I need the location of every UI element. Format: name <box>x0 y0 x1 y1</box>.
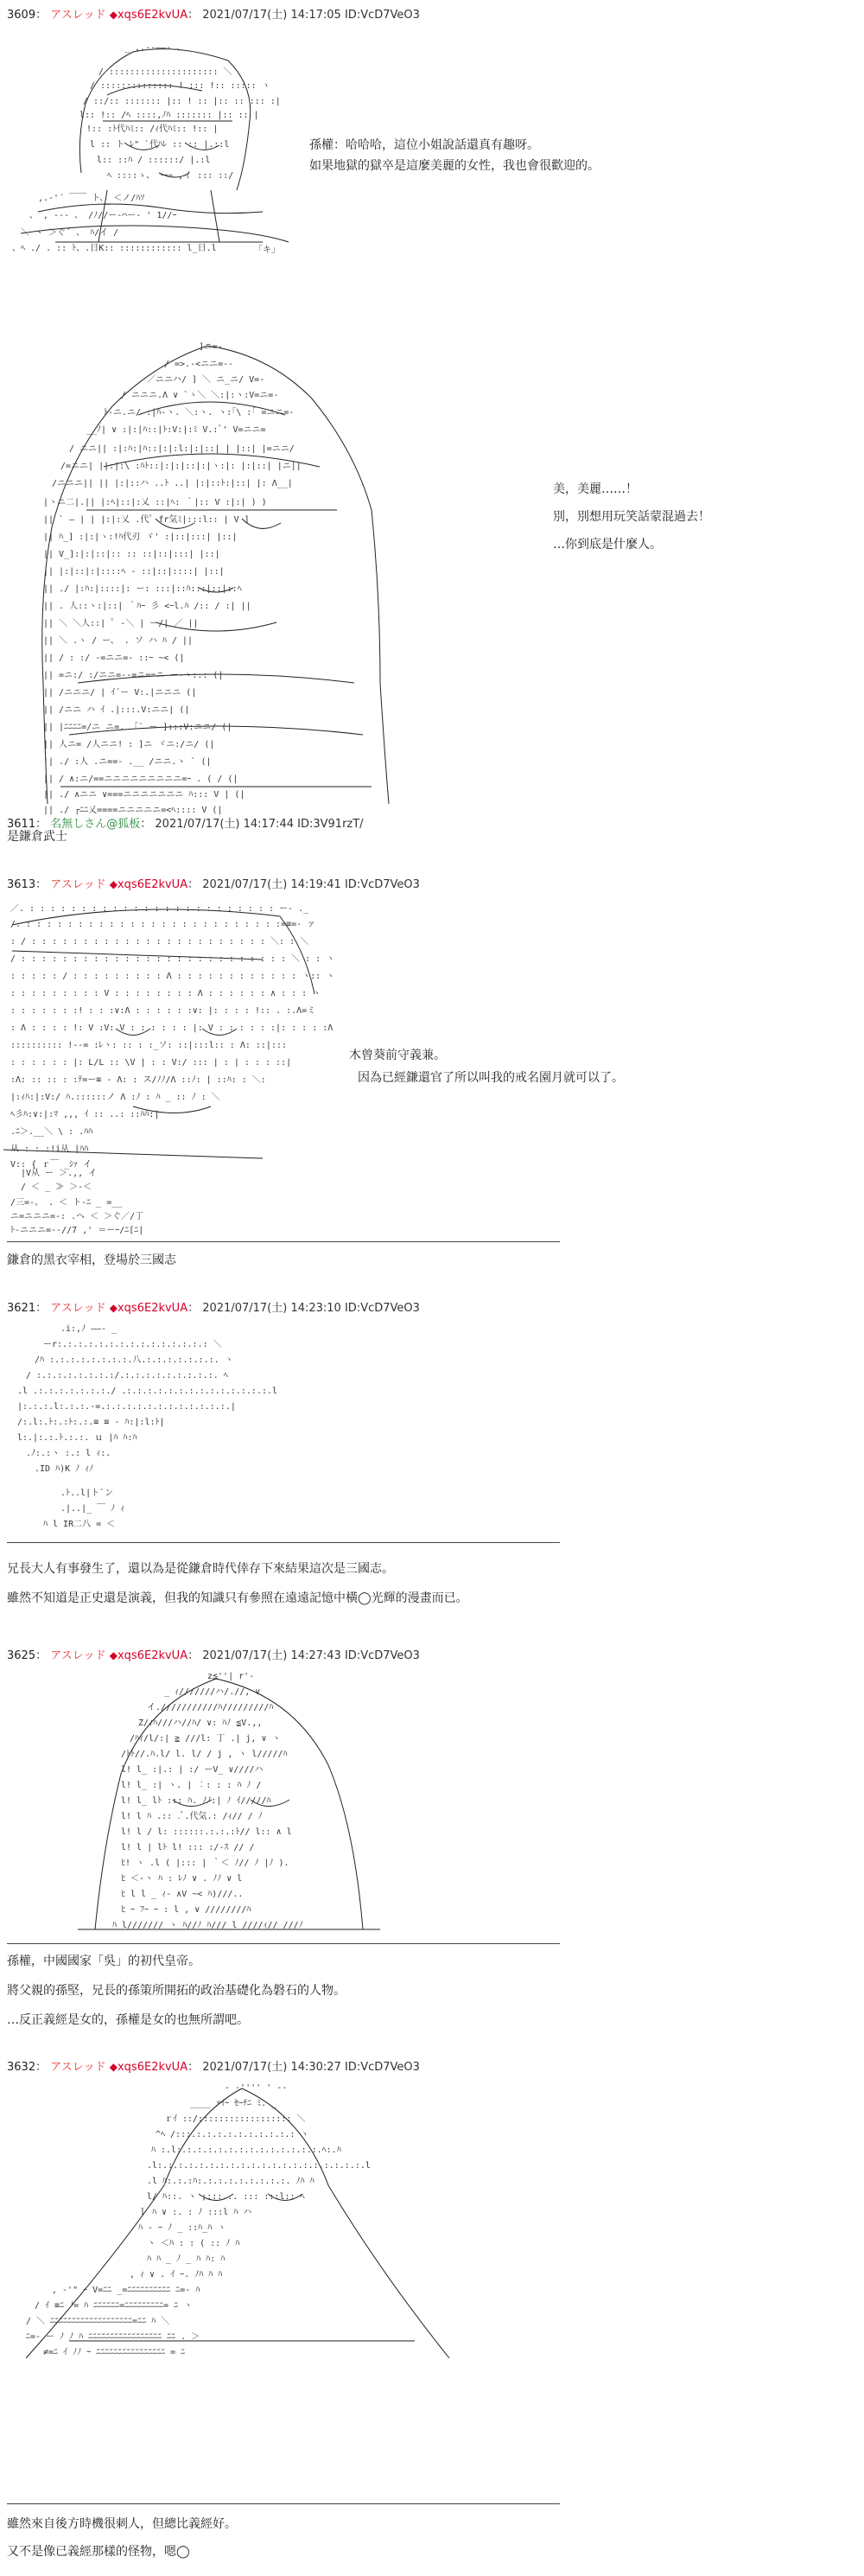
svg-text:: : : : : / : : : : : : : : :: : : : : : / : : : : : : : : : Λ : : : : : : : : : : : : ヽ:: ヽ <box>10 972 335 981</box>
svg-text:ﾊ l IR二八 = ＜: ﾊ l IR二八 = ＜ <box>43 1520 116 1529</box>
svg-text:|| /ニニニ/ | ｲ´ー V:.|ニ: || /ニニニ/ | ｲ´ー V:.|ニニニ (| <box>43 688 197 698</box>
message-line: 是鎌倉武士 <box>7 830 67 844</box>
ascii-art-hooded-woman <box>26 337 397 825</box>
post-message-woman <box>553 475 710 558</box>
tripcode: xqs6E2kvUA <box>117 1649 188 1662</box>
svg-text:l:: !:: /ﾍ ::::,ﾉﾊ ::::::: |::: l:: !:: /ﾍ ::::,ﾉﾊ ::::::: |:: :: | <box>79 111 259 120</box>
svg-text:ニ=ニニニ=-: .ヘ ＜ ＞ぐ／/丁: ニ=ニニニ=-: .ヘ ＜ ＞ぐ／/丁 <box>10 1212 144 1221</box>
svg-text:ﾍ ::::ゝ、 ーｰ ,イ ::: ::/: ﾍ ::::ゝ、 ーｰ ,イ ::: ::/ <box>107 171 234 181</box>
tripcode: xqs6E2kvUA <box>117 878 188 891</box>
svg-text:V:: { ｒ￣ _ｼｧ イ: V:: { ｒ￣ _ｼｧ イ <box>10 1160 92 1170</box>
svg-text:l! l_ :|.: | :/ ーV_ ∨////: l! l_ :|.: | :/ ーV_ ∨////ハ <box>121 1765 264 1775</box>
svg-text:／. : : : : : : : : : : : : : :: ／. : : : : : : : : : : : : : : : : : : : : : : : : ー- ._ <box>10 904 309 914</box>
svg-text:l/ ﾊ::. ヽ ;:::... ::: :::l::: l/ ﾊ::. ヽ ;:::... ::: :::l:: ﾍ <box>147 2192 305 2202</box>
svg-text:/. : : : : : : : : : : : : : :: /. : : : : : : : : : : : : : : : : : : : : : : : : :=≡=- ァ <box>10 920 316 929</box>
svg-text:/ =>.-<ニニ=--: / =>.-<ニニ=-- <box>164 360 234 369</box>
post-message-3613-after <box>7 1250 176 1271</box>
svg-text:|| /ニニ ハ ｲ .|:::.V:ニニ: || /ニニ ハ ｲ .|:::.V:ニニ| (| <box>43 705 190 715</box>
message-line: 因為已經鎌還官了所以叫我的戒名園月就可以了。 <box>358 1071 624 1085</box>
post-number: 3621 <box>7 1302 36 1315</box>
svg-text:ﾊ - ｰ ﾉ _ ::ﾊ_ﾊ ヽ: ﾊ - ｰ ﾉ _ ::ﾊ_ﾊ ヽ <box>138 2223 226 2233</box>
svg-text:、 , ‐-‐ 、 /ﾉ//ー‐⌒ー‐ ' 1//ｰ: 、 , ‐-‐ 、 /ﾉ//ー‐⌒ー‐ ' 1//ｰ <box>29 211 177 220</box>
post-message-3632 <box>7 2510 237 2566</box>
svg-text:|V从 ー ＞.,, イ: |V从 ー ＞.,, イ <box>21 1169 98 1178</box>
svg-text:/ニニニ|| || |:|::ハ ..ﾄ ..| |:|::: /ニニニ|| || |:|::ハ ..ﾄ ..| |:|::ﾄ:|::| |: Λ__| <box>52 479 293 488</box>
ascii-art-robed-figure <box>17 2082 449 2370</box>
svg-text::Λ: :: :: : :ﾃ=ー≡ - Λ: : ス/ﾉ: :Λ: :: :: : :ﾃ=ー≡ - Λ: : ス/ﾉﾉ/Λ ::ﾉ: | ::ﾊ: : ＼: <box>10 1075 266 1085</box>
svg-text:^ﾍ /:::.:.:.:.:.:.:.:.:.:.: ヽ: ^ﾍ /:::.:.:.:.:.:.:.:.:.:.: ヽ <box>156 2130 309 2139</box>
poster-id[interactable]: ID:VcD7VeO3 <box>344 9 420 22</box>
post-date: 2021/07/17(土) 14:17:44 <box>155 818 294 831</box>
svg-text:/ ::::::::::::::::::::: ＼: / ::::::::::::::::::::: ＼ <box>98 67 232 77</box>
trip-diamond-icon: ◆ <box>109 9 118 21</box>
svg-text:/三=-、 . ＜ ト-ﾆ _ =__: /三=-、 . ＜ ト-ﾆ _ =__ <box>10 1198 123 1208</box>
svg-text:z≦''| r'-: z≦''| r'- <box>207 1672 255 1681</box>
svg-text:l:.|:.:.ﾄ.:.:. ｕ |ﾊ ﾊ:ﾊ: l:.|:.:.ﾄ.:.:. ｕ |ﾊ ﾊ:ﾊ <box>17 1433 137 1443</box>
message-line: 孫權：哈哈哈，這位小姐說話還真有趣呀。 <box>309 138 539 152</box>
svg-text:ﾄ-ニニニ=--//7 ,' ＝ーｰ/ﾆ[ﾆ|: ﾄ-ニニニ=--//7 ,' ＝ーｰ/ﾆ[ﾆ| <box>10 1226 144 1235</box>
post-date: 2021/07/17(土) 14:27:43 <box>202 1649 341 1662</box>
svg-text:_ ｨ///////ハ/.//, ∨: _ ｨ///////ハ/.//, ∨ <box>164 1687 261 1697</box>
svg-text:|| |ﾆﾆﾆﾆ=/ニ ニ=. 「` ー ]:::V:: || |ﾆﾆﾆﾆ=/ニ ニ=. 「` ー ]:::V:ニニ/ (| <box>43 723 232 732</box>
separator-line <box>7 1943 560 1944</box>
message-line: …反正義經是女的，孫權是女的也無所謂吧。 <box>7 2013 249 2027</box>
svg-text:.ﾄ..l|ト`ン: .ﾄ..l|ト`ン <box>60 1489 114 1498</box>
svg-text:.i:,ﾉ ――- _: .i:,ﾉ ――- _ <box>60 1324 118 1334</box>
message-line: …你到底是什麼人。 <box>553 538 662 552</box>
svg-text:/=ニニ| ||:|:\ :ﾊﾄ::|:|:|::|:|ヽ:: /=ニニ| ||:|:\ :ﾊﾄ::|:|:|::|:|ヽ:|: |:|::| |ニ|| <box>60 462 302 471</box>
svg-text:|| ` ― | | |:|:乂 .代ﾟ fr気ﾐ|::: || ` ― | | |:|:乂 .代ﾟ fr気ﾐ|:::l:: | V ] <box>43 515 250 525</box>
poster-name[interactable]: アスレッド <box>50 1302 106 1315</box>
svg-text:|| ./ ┌ﾆﾆ乂====ニニニニニ=<ﾍ::::: || ./ ┌ﾆﾆ乂====ニニニニニ=<ﾍ:::: V (| <box>43 806 223 815</box>
ascii-art-figure <box>26 337 397 821</box>
ascii-art-figure <box>17 2082 449 2367</box>
svg-text:_ ,.-‐――- 、: _ ,.-‐――- 、 <box>124 43 186 53</box>
ascii-art-small-figure <box>9 1323 278 1490</box>
svg-text:/:.l:.ﾄ:.:ﾄ:.:.≡ ≡ - ﾊ:|:l:ﾄ|: /:.l:.ﾄ:.:ﾄ:.:.≡ ≡ - ﾊ:|:l:ﾄ| <box>17 1418 165 1427</box>
post-number: 3625 <box>7 1649 36 1662</box>
tripcode: xqs6E2kvUA <box>117 2061 188 2074</box>
svg-text:: : : : : : :! : : :∨:Λ : : :: : : : : : : :! : : :∨:Λ : : : : : :∨: |: : : : !:: . :.Λ=ミ <box>10 1006 316 1016</box>
svg-text:: Λ : : : : !: V :V: V : : : :: : Λ : : : : !: V :V: V : : : : : : |: V : : : : : :|: : : : :Λ <box>10 1023 334 1033</box>
poster-id[interactable]: ID:3V91rzT/ <box>297 818 364 831</box>
trip-diamond-icon: ◆ <box>109 1302 118 1314</box>
separator-line <box>7 1241 560 1242</box>
svg-text:イ.///////////ﾊ/////////ﾊ: イ.///////////ﾊ/////////ﾊ <box>147 1703 274 1712</box>
svg-text:|:ｨﾊ:|:V:/ ﾊ.::::::ノ Λ :ﾉ :: |:ｨﾊ:|:V:/ ﾊ.::::::ノ Λ :ﾉ : ﾊ _ :: ﾉ : ＼ <box>10 1093 220 1102</box>
svg-text:ﾋ ｰ ﾌｰ ｰ : l , ∨ //: ﾋ ｰ ﾌｰ ｰ : l , ∨ ////////ﾊ <box>121 1905 251 1915</box>
post-message-3621 <box>7 1554 468 1613</box>
ascii-art-enji <box>3 899 335 1179</box>
svg-text:/ ＜ _ ≫ ＞-＜: / ＜ _ ≫ ＞-＜ <box>21 1183 92 1192</box>
post-header-3611: 3611： 名無しさん@狐板： 2021/07/17(土) 14:17:44 ID:3V91rzT/ <box>7 818 364 831</box>
svg-text:, ‐'" ｰ V=ﾆﾆ _=ﾆﾆﾆﾆﾆﾆﾆﾆﾆﾆ ﾆ: , ‐'" ｰ V=ﾆﾆ _=ﾆﾆﾆﾆﾆﾆﾆﾆﾆﾆ ﾆ=- ﾊ <box>52 2286 200 2295</box>
svg-text:: / : : : : : : : : : : : : :: : / : : : : : : : : : : : : : : : : : : : : : : : ＼: : ＼ <box>10 937 309 947</box>
post-header-3613: 3613： アスレッド ◆xqs6E2kvUA： 2021/07/17(土) 14:19:41 ID:VcD7VeO3 <box>7 878 420 891</box>
svg-text:Z/ｨﾊ///ハ//ﾊ/ ∨: ﾊﾉ ≦V.,,: Z/ｨﾊ///ハ//ﾊ/ ∨: ﾊﾉ ≦V.,, <box>138 1718 263 1728</box>
poster-id[interactable]: ID:VcD7VeO3 <box>344 1649 420 1662</box>
svg-text:]ニ=-: ]ニ=- <box>199 342 224 352</box>
svg-text:/ ｲ ≡ﾆ ﾉ= ﾊ ﾆﾆﾆﾆﾆﾆ=ﾆﾆﾆﾆﾆﾆﾆ: / ｲ ≡ﾆ ﾉ= ﾊ ﾆﾆﾆﾆﾆﾆ=ﾆﾆﾆﾆﾆﾆﾆﾆﾆ= ﾆ ヽ <box>35 2301 193 2311</box>
svg-text:|| ﾊ_] :|:|ヽ:!ﾊ代刃 ゞ' :|::|:: || ﾊ_] :|:|ヽ:!ﾊ代刃 ゞ' :|::|:::| |::| <box>43 532 238 542</box>
svg-text:__ﾉ| ∨ :|:|ﾊ::|ﾄ:V:|:ﾐ V.:ﾞ' V: __ﾉ| ∨ :|:|ﾊ::|ﾄ:V:|:ﾐ V.:ﾞ' V=ニニ= <box>86 425 266 435</box>
trip-diamond-icon: ◆ <box>109 2061 118 2073</box>
svg-text:|| / : :/ -=ニニ=- ::ｰ: || / : :/ -=ニニ=- ::ｰ ~< (| <box>43 654 185 663</box>
svg-text:l! l / l: ::::::.:.:.:ﾄ// l: l! l / l: ::::::.:.:.:ﾄ// l:: ∧ l <box>121 1827 292 1837</box>
svg-text:l! l | lﾄ l! ::: :/-ｽ //: l! l | lﾄ l! ::: :/-ｽ // / <box>121 1843 255 1852</box>
message-line: 又不是像已義經那樣的怪物，嗯◯ <box>7 2545 190 2559</box>
post-header-3625: 3625： アスレッド ◆xqs6E2kvUA： 2021/07/17(土) 14:27:43 ID:VcD7VeO3 <box>7 1649 420 1662</box>
svg-text:|| 人ニ= /人ニニ! : ]ニ ヾニ:/ニ/ (|: || 人ニ= /人ニニ! : ]ニ ヾニ:/ニ/ (| <box>43 740 215 749</box>
svg-text:, ｨ ∨ . ｲ ｰ. ﾉﾊ ﾊ ﾊ: , ｨ ∨ . ｲ ｰ. ﾉﾊ ﾊ ﾊ <box>130 2270 223 2280</box>
message-line: 美，美麗……！ <box>553 482 638 496</box>
message-line: 別，別想用玩笑話蒙混過去！ <box>553 510 710 524</box>
svg-text:,.‐'´ ￣￣ ト、 ＜ノ/ﾊｿ: ,.‐'´ ￣￣ ト、 ＜ノ/ﾊｿ <box>38 194 145 203</box>
message-line: 木曾葵前守義兼。 <box>349 1049 446 1062</box>
svg-text:|| / ∧:ニ/==ニニニニニニニニニ=ｰ . ( /: || / ∧:ニ/==ニニニニニニニニニ=ｰ . ( / (| <box>43 775 238 784</box>
svg-text:从 : : :!i从 |ﾊﾊ: 从 : : :!i从 |ﾊﾊ <box>10 1145 89 1154</box>
svg-text:.l .:.:.:.:.:.:.:./ .:.:.:.:.:: .l .:.:.:.:.:.:.:./ .:.:.:.:.:.:.:.:.:.:.:.:.:.:.l <box>17 1387 278 1396</box>
svg-text:|| =ニ:/ :/ニニ=--=ニ==ニ ー-ヽ:.:: || =ニ:/ :/ニニ=--=ニ==ニ ー-ヽ:.: (| <box>43 671 224 680</box>
post-number: 3632 <box>7 2061 36 2074</box>
svg-text:ﾋ ＜-ヽ ﾊ : ﾚﾉ ∨ . ﾉﾉ: ﾋ ＜-ヽ ﾊ : ﾚﾉ ∨ . ﾉﾉ ∨ l <box>121 1874 243 1884</box>
svg-text:、ﾍ ./ . :: ﾄ、.日K:: :::::::::::: 、ﾍ ./ . :: ﾄ、.日K:: :::::::::::: l_日.l <box>12 244 217 253</box>
poster-name[interactable]: アスレッド <box>50 9 106 22</box>
svg-text:ﾆ=- ー ﾉ ﾉ ﾊ ﾆﾆﾆﾆﾆﾆﾆﾆﾆﾆﾆﾆﾆﾆﾆﾆ: ﾆ=- ー ﾉ ﾉ ﾊ ﾆﾆﾆﾆﾆﾆﾆﾆﾆﾆﾆﾆﾆﾆﾆﾆﾆ ﾆﾆ . ＞ <box>26 2332 200 2342</box>
separator-line <box>7 1542 560 1543</box>
post-date: 2021/07/17(土) 14:23:10 <box>202 1302 341 1315</box>
svg-text:/ﾄﾄ//.ﾊ.l/ l. l/ / j , ヽ: /ﾄﾄ//.ﾊ.l/ l. l/ / j , ヽ l/////ﾊ <box>121 1750 288 1759</box>
ascii-art-enji-lower <box>3 1167 332 1240</box>
svg-text:.ID ﾊ)K ﾉ ｨﾉ: .ID ﾊ)K ﾉ ｨﾉ <box>35 1464 94 1474</box>
post-header-3621: 3621： アスレッド ◆xqs6E2kvUA： 2021/07/17(土) 14:23:10 ID:VcD7VeO3 <box>7 1302 420 1315</box>
trip-diamond-icon: ◆ <box>109 878 118 890</box>
post-message-3609 <box>309 135 600 176</box>
ascii-art-sunquan-1 <box>3 35 297 263</box>
svg-text:/ ＼ ﾆﾆﾆﾆﾆﾆﾆﾆﾆﾆﾆﾆﾆﾆﾆﾆﾆﾆﾆ=ﾆﾆ: / ＼ ﾆﾆﾆﾆﾆﾆﾆﾆﾆﾆﾆﾆﾆﾆﾆﾆﾆﾆﾆ=ﾆﾆ ﾊ ＼ <box>26 2317 170 2326</box>
ascii-art-figure <box>3 1167 332 1236</box>
poster-id[interactable]: ID:VcD7VeO3 <box>344 2061 420 2074</box>
svg-text:: : : : : : |: L/L :: \V | :: : : : : : : |: L/L :: \V | : : V:/ ::: | : | : : : ::| <box>10 1058 292 1068</box>
svg-text:|| V_]:|:|::|:: :: ::|:: || V_]:|:|::|:: :: ::|::|:::| |::| <box>43 550 220 559</box>
message-line: 將父親的孫堅，兄長的孫策所開拓的政治基礎化為磐石的人物。 <box>7 1984 346 1998</box>
svg-text:|| ＼ .ヽ / ー、 . ソ ハ ﾊ /: || ＼ .ヽ / ー、 . ソ ハ ﾊ / || <box>43 636 193 646</box>
svg-text:.l ﾊ:.:.:ﾊ:.:.:.:.:.:.:.:.:. ﾉ: .l ﾊ:.:.:ﾊ:.:.:.:.:.:.:.:.:. ﾉﾊ ﾊ <box>147 2177 314 2186</box>
svg-text:l :: ト ﾚ" `代ﾊﾚ :: :: |.::l: l :: ト ﾚ" `代ﾊﾚ :: :: |.::l <box>90 140 230 150</box>
svg-text:ﾄ-ニ.ニ/ :|ﾊ-ヽ. ＼:ヽ. ヽ:｢\ :｢ =ニニ: ﾄ-ニ.ニ/ :|ﾊ-ヽ. ＼:ヽ. ヽ:｢\ :｢ =ニニ=- <box>104 408 295 418</box>
ascii-art-figure <box>52 1670 415 1938</box>
poster-name[interactable]: アスレッド <box>50 2061 106 2074</box>
post-date: 2021/07/17(土) 14:19:41 <box>202 878 341 891</box>
svg-text:ﾋ! ヽ .l ( |::: | ｀＜ ﾉ//: ﾋ! ヽ .l ( |::: | ｀＜ ﾉ// ﾉ |ﾉ ). <box>121 1859 289 1868</box>
svg-text:/ ニニニ.Λ ∨ `ヽ＼ ＼:|:ヽ:V=ニ=-: / ニニニ.Λ ∨ `ヽ＼ ＼:|:ヽ:V=ニ=- <box>121 391 279 400</box>
post-message-3625 <box>7 1947 346 2035</box>
svg-text:.l:.:.:.:.:.:.:.:.:.:.:.:.:.:.: .l:.:.:.:.:.:.:.:.:.:.:.:.:.:.:.:.:.:.:.:.l <box>147 2161 371 2171</box>
svg-text:|ヽニ二|.|| |:ﾍ|::|:乂 ::|ﾍ: ｀|:: |ヽニ二|.|| |:ﾍ|::|:乂 ::|ﾍ: ｀|:: V :|:| ) ) <box>43 498 267 507</box>
svg-text:ﾋ l l _ ｨ- ∧V ~< ﾊ: ﾋ l l _ ｨ- ∧V ~< ﾊ)///.. <box>121 1890 244 1899</box>
post-message-3613 <box>349 1044 624 1089</box>
svg-text:- ‐'''' ' ‐-: - ‐'''' ' ‐- <box>225 2083 288 2093</box>
message-line: 孫權，中國國家「吳」的初代皇帝。 <box>7 1954 200 1968</box>
svg-text::::::::::: !--= :ﾚヽ: :: : :_ソ:: :::::::::: !--= :ﾚヽ: :: : :_ソ: ::|:::l:: : Λ: ::|::: <box>10 1041 288 1050</box>
svg-text:.ﾉ:.:ヽ :.: l ｨ:.: .ﾉ:.:ヽ :.: l ｨ:. <box>26 1449 111 1458</box>
post-message-3611 <box>7 826 67 847</box>
svg-text:|| . 人::ヽ:|::| ｀ﾊｰ 彡 <ｰl.ﾊ: || . 人::ヽ:|::| ｀ﾊｰ 彡 <ｰl.ﾊ /:: / :| || <box>43 602 251 611</box>
post-number: 3611 <box>7 818 36 831</box>
svg-text:l! l_ :| ヽ. | ︰: : : ﾊ: l! l_ :| ヽ. | ︰: : : ﾊ ﾉ / <box>121 1781 262 1790</box>
ascii-art-sunquan-2 <box>52 1670 415 1942</box>
ascii-art-figure <box>9 1323 278 1487</box>
svg-text:/ :::::::::::::: ! ::: !:: :::: / :::::::::::::: ! ::: !:: ::::: ヽ <box>90 81 270 91</box>
svg-text:!:: :ﾄ代ﾊﾐ:: /ｨ代ﾊﾐ:: !:: |: !:: :ﾄ代ﾊﾐ:: /ｨ代ﾊﾐ:: !:: | <box>86 124 219 134</box>
svg-text:/ : : : : : : : : : : : : : :: / : : : : : : : : : : : : : : : : : : : : : : : : : : ＼ : : ヽ <box>10 954 335 964</box>
message-line: 兄長大人有事發生了，還以為是從鎌倉時代倖存下來結果這次是三國志。 <box>7 1562 394 1576</box>
ascii-art-figure <box>9 1487 233 1539</box>
message-line: 雖然來自後方時機很刺人，但總比義經好。 <box>7 2517 237 2531</box>
poster-name[interactable]: アスレッド <box>50 1649 106 1662</box>
svg-text:/ ニニ|| :|:ﾊ:|ﾊ::|:|:l:|:|::| |: / ニニ|| :|:ﾊ:|ﾊ::|:|:l:|:|::| | |::| |=ニニ/ <box>69 444 295 454</box>
svg-text:ﾊ l/////// ヽ ﾊ//ﾉ ﾊ/// l: ﾊ l/////// ヽ ﾊ//ﾉ ﾊ/// l ////ｨ// ///ﾉ <box>112 1921 303 1930</box>
svg-text:|| ./ :人 .ニ==- .__ /ニニ.ヽ: || ./ :人 .ニ==- .__ /ニニ.ヽ ` (| <box>43 757 212 767</box>
svg-text:|| ＼ ＼人::| ﾟ ‐＼ | ー/| ／: || ＼ ＼人::| ﾟ ‐＼ | ー/| ／ || <box>43 619 199 628</box>
svg-text:≠=ﾆ ｲ ﾉﾉ ｰ ﾆﾆﾆﾆﾆﾆﾆﾆﾆﾆﾆﾆﾆﾆﾆ: ≠=ﾆ ｲ ﾉﾉ ｰ ﾆﾆﾆﾆﾆﾆﾆﾆﾆﾆﾆﾆﾆﾆﾆﾆ = ﾆ <box>43 2348 186 2357</box>
poster-name[interactable]: 名無しさん@狐板 <box>50 818 141 831</box>
svg-text:/ ::/:: ::::::: |:: ! :: |:: :: / ::/:: ::::::: |:: ! :: |:: :: ::: :| <box>83 97 281 106</box>
tripcode: xqs6E2kvUA <box>117 1302 188 1315</box>
svg-text:.|..|_ ￣ ﾉ ｨ: .|..|_ ￣ ﾉ ｨ <box>60 1504 125 1514</box>
svg-text:____ ｧｲｰ ｾｰﾁﾆ ﾐ. _: ____ ｧｲｰ ｾｰﾁﾆ ﾐ. _ <box>190 2099 277 2108</box>
svg-text:l! l ﾊ .:: .ﾞ.代気.: /ｨ// /: l! l ﾊ .:: .ﾞ.代気.: /ｨ// / ﾉ <box>121 1812 263 1821</box>
ascii-art-figure <box>3 899 335 1176</box>
message-line: 雖然不知道是正史還是演義，但我的知識只有參照在遠遠記憶中橫◯光輝的漫畫而已。 <box>7 1591 468 1605</box>
svg-text:/ :.:.:.:.:.:.:.:/.:.:.:.:.:.:: / :.:.:.:.:.:.:.:/.:.:.:.:.:.:.:.:.:. ﾍ <box>26 1371 228 1380</box>
post-number: 3609 <box>7 9 36 22</box>
message-line: 如果地獄的獄卒是這麼美麗的女性，我也會很歡迎的。 <box>309 159 600 173</box>
svg-text:＼ ヽ ＞ぐ´ 、 ﾊ/イ /: ＼ ヽ ＞ぐ´ 、 ﾊ/イ / <box>21 228 119 238</box>
poster-id[interactable]: ID:VcD7VeO3 <box>344 1302 420 1315</box>
trip-diamond-icon: ◆ <box>109 1649 118 1661</box>
svg-text:|| ./ |:ﾊ:|::::|: ー: ::: || ./ |:ﾊ:|::::|: ー: :::|::ﾊ:::|::|::ﾍ <box>43 584 242 594</box>
svg-text:.ﾆ＞.__＼ \ : .ﾊﾊ: .ﾆ＞.__＼ \ : .ﾊﾊ <box>10 1127 93 1137</box>
svg-text:「キ」: 「キ」 <box>254 245 280 255</box>
poster-name[interactable]: アスレッド <box>50 878 106 891</box>
svg-text:ﾍ彡ﾊ:∨:|:ﾏ ,,, ｲ :: ..:: ﾍ彡ﾊ:∨:|:ﾏ ,,, ｲ :: ..: ::ﾊﾊ:| <box>10 1110 160 1119</box>
svg-text:|| |:|::|:|::::ﾍ - ::|: || |:|::|:|::::ﾍ - ::|::|::::| |::| <box>43 567 225 577</box>
message-line: 鎌倉的黑衣宰相，登場於三國志 <box>7 1253 176 1267</box>
post-header-3632: 3632： アスレッド ◆xqs6E2kvUA： 2021/07/17(土) 14:30:27 ID:VcD7VeO3 <box>7 2061 420 2074</box>
post-header-3609: 3609： アスレッド ◆xqs6E2kvUA： 2021/07/17(土) 14:17:05 ID:VcD7VeO3 <box>7 9 420 22</box>
svg-text:ヽ ＜ﾊ : : ( :: ﾉ ﾊ: ヽ ＜ﾊ : : ( :: ﾉ ﾊ <box>147 2239 240 2248</box>
svg-text:ーr:.:.:.:.:.:.:.:.:.:.:.:.:.:.: ーr:.:.:.:.:.:.:.:.:.:.:.:.:.:.: ＼ <box>43 1340 222 1349</box>
ascii-art-figure <box>3 35 297 259</box>
svg-text:ｌ ﾊ ∨ :. : ﾉ :::l ﾊ ハ: ｌ ﾊ ∨ :. : ﾉ :::l ﾊ ハ <box>138 2208 252 2217</box>
post-number: 3613 <box>7 878 36 891</box>
svg-text:/ﾊｨ/l/:| ≧ ///l: 丁 .| j, ∨ ヽ: /ﾊｨ/l/:| ≧ ///l: 丁 .| j, ∨ ヽ <box>130 1734 281 1744</box>
svg-text:ﾊ ﾊ _ ﾉ _ ﾊ ﾊ: ﾊ: ﾊ ﾊ _ ﾉ _ ﾊ ﾊ: ﾊ <box>147 2254 226 2264</box>
svg-text:/ﾊ :.:.:.:.:.:.:.:.八.:.:.:.:.:: /ﾊ :.:.:.:.:.:.:.:.八.:.:.:.:.:.:.:. ヽ <box>35 1355 233 1365</box>
svg-text:: : : : : : : : : V : : : : :: : : : : : : : : : V : : : : : : : : Λ : : : : : : ∧ : : : ヽ <box>10 989 321 998</box>
tripcode: xqs6E2kvUA <box>117 9 188 22</box>
svg-text:l:: ::ﾊ / ::::::/ |.:l: l:: ::ﾊ / ::::::/ |.:l <box>97 156 211 165</box>
separator-line <box>7 2503 560 2504</box>
svg-text:ﾊ :.l:.:.:.:.:.:.:.:.:.:.:.:.:: ﾊ :.l:.:.:.:.:.:.:.:.:.:.:.:.:.:.ﾍ:.ﾊ <box>151 2146 341 2155</box>
post-date: 2021/07/17(土) 14:30:27 <box>202 2061 341 2074</box>
post-date: 2021/07/17(土) 14:17:05 <box>202 9 341 22</box>
svg-text:|| ./ ∧ニニ ∨===ニニニニニニニ ﾊ::: V: || ./ ∧ニニ ∨===ニニニニニニニ ﾊ::: V | (| <box>43 790 245 800</box>
svg-text:|:.:.:.l:.:.:.-=.:.:.:.:.:.:.:: |:.:.:.l:.:.:.-=.:.:.:.:.:.:.:.:.:.:.:.:.| <box>17 1402 236 1412</box>
poster-id[interactable]: ID:VcD7VeO3 <box>344 878 420 891</box>
svg-text:l! l_ lﾄ ::: ﾊ. ﾉﾉ:| ﾉ: l! l_ lﾄ ::: ﾊ. ﾉﾉ:| ﾉ ｲ/////ﾊ <box>121 1796 271 1806</box>
ascii-art-small-figure-lower <box>9 1487 233 1542</box>
svg-text:ｒｲ ::/:::::::::::::::::: ＼: ｒｲ ::/:::::::::::::::::: ＼ <box>164 2114 306 2124</box>
svg-text:／ニニハ/ ] ＼ ニ_ニ/ V=-: ／ニニハ/ ] ＼ ニ_ニ/ V=- <box>147 375 265 385</box>
